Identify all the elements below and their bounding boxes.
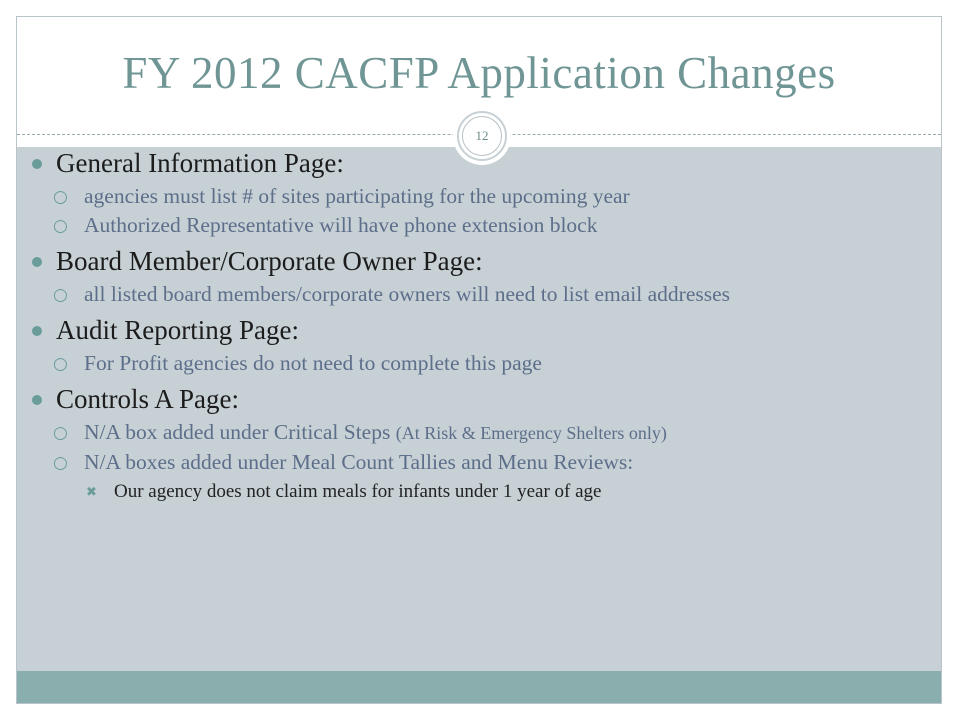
- section-heading-text: Controls A Page:: [56, 384, 240, 414]
- open-circle-bullet-icon: ○: [53, 216, 68, 236]
- section-heading-text: General Information Page:: [56, 148, 344, 178]
- section-heading: [30, 246, 890, 276]
- list-item-text: all listed board members/corporate owners will need to list email addresses: [84, 282, 731, 306]
- page-number: 12: [462, 116, 502, 156]
- slide-title: FY 2012 CACFP Application Changes: [122, 48, 836, 98]
- list-item: [30, 353, 890, 374]
- list-item-note: (At Risk & Emergency Shelters only): [395, 423, 667, 443]
- section-heading: [30, 384, 890, 414]
- open-circle-bullet-icon: ○: [53, 453, 68, 473]
- open-circle-bullet-icon: ○: [53, 423, 68, 443]
- section-heading: [30, 148, 890, 178]
- list-item-text: For Profit agencies do not need to complete this page: [84, 351, 542, 375]
- list-item-text: N/A box added under Critical Steps: [84, 420, 396, 444]
- section-heading: [30, 315, 890, 345]
- x-mark-bullet-icon: ✖: [86, 485, 97, 500]
- list-item-text: agencies must list # of sites participating for the upcoming year: [84, 184, 630, 208]
- list-item: [30, 215, 890, 236]
- list-item: [30, 284, 890, 305]
- sub-list-item-text: Our agency does not claim meals for infants under 1 year of age: [114, 481, 602, 502]
- list-item: [30, 452, 890, 473]
- section-heading-text: Audit Reporting Page:: [56, 315, 299, 345]
- filled-circle-bullet-icon: [32, 395, 42, 405]
- filled-circle-bullet-icon: [32, 159, 42, 169]
- list-item: [30, 422, 890, 444]
- filled-circle-bullet-icon: [32, 257, 42, 267]
- section-heading-text: Board Member/Corporate Owner Page:: [56, 246, 483, 276]
- footer-bar: [17, 671, 941, 703]
- open-circle-bullet-icon: ○: [53, 187, 68, 207]
- filled-circle-bullet-icon: [32, 326, 42, 336]
- open-circle-bullet-icon: ○: [53, 354, 68, 374]
- list-item-text: Authorized Representative will have phone extension block: [84, 213, 598, 237]
- list-item-text: N/A boxes added under Meal Count Tallies and Menu Reviews:: [84, 450, 634, 474]
- list-item: [30, 186, 890, 207]
- open-circle-bullet-icon: ○: [53, 285, 68, 305]
- sub-list-item: [30, 481, 890, 502]
- slide-content: [30, 148, 890, 502]
